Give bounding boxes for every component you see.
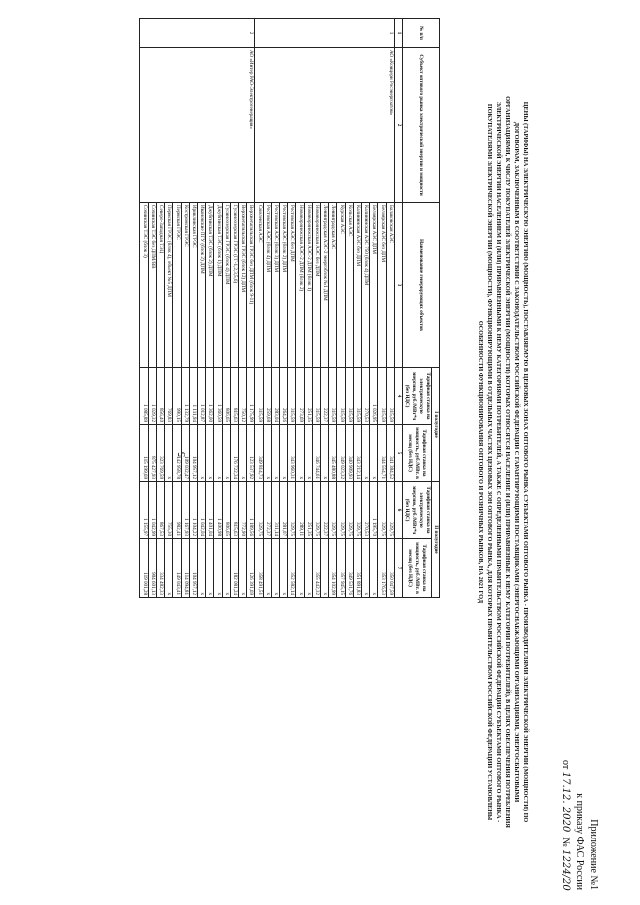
- object-name-cell: Белоярская АЭС ДПМ: [370, 203, 378, 368]
- header-rate-energy-1: Тарифная ставка на электрическую энергию, руб./МВт*ч (без НДС): [403, 368, 432, 425]
- rate-cell: х: [370, 425, 378, 482]
- object-name-cell: Нововоронежская АЭС-2 ДПМ (блок 2): [296, 203, 304, 368]
- rate-cell: 1 362,00: [206, 368, 214, 425]
- rate-cell: 222,37: [320, 482, 328, 539]
- rate-cell: 351 891,83: [353, 539, 361, 598]
- rate-cell: 104 957,12: [189, 425, 197, 482]
- rate-cell: 352 582,14: [288, 539, 296, 598]
- object-name-cell: Курская АЭС: [337, 203, 345, 368]
- rate-cell: 311,14: [271, 482, 279, 539]
- rate-cell: 259,68: [263, 368, 271, 425]
- rate-cell: 329,75: [386, 482, 394, 539]
- document-title: ЦЕНЫ (ТАРИФЫ) НА ЭЛЕКТРИЧЕСКУЮ ЭНЕРГИЮ (МОЩНОСТЬ), ПОСТАВЛЯЕМУЮ В ЦЕНОВЫХ ЗОНАХ ОПТОВОГО РЫНКА СУБЪЕКТАМИ ОПТОВОГО РЫНКА - ПРОИЗВОДИТЕЛЯМИ ЭЛЕКТРИЧЕСКОЙ ЭНЕРГИИ (МОЩНОСТИ) ПО ДОГОВОРАМ, ЗАКЛЮЧЕННЫМ В СООТВЕТСТВИИ С ЗАКОНОДАТЕЛЬСТВОМ РОССИЙСКОЙ ФЕДЕРАЦИИ С ГАРАНТИРУЮЩИМИ ПОСТАВЩИКАМИ (ЭНЕРГОСНАБЖАЮЩИМИ ОРГАНИЗАЦИЯМИ, ЭНЕРГОСБЫТОВЫМИ ОРГАНИЗАЦИЯМИ, К ЧИСЛУ ПОКУПАТЕЛЕЙ ЭЛЕКТРИЧЕСКОЙ ЭНЕРГИИ (МОЩНОСТИ) КОТОРЫХ ОТНОСЯТСЯ НАСЕЛЕНИЕ И (ИЛИ) ПРИРАВНЕННЫЕ К НЕМУ КАТЕГОРИИ ПОТРЕБИТЕЛЕЙ), В ЦЕЛЯХ ОБЕСПЕЧЕНИЯ ПОТРЕБЛЕНИЯ ЭЛЕКТРИЧЕСКОЙ ЭНЕРГИИ НАСЕЛЕНИЕМ И (ИЛИ) ПРИРАВНЕННЫМИ К НЕМУ КАТЕГОРИЯМИ ПОТРЕБИТЕЛЕЙ, А ТАКЖЕ С ОПРЕДЕЛЕННЫМИ ПРАВИТЕЛЬСТВОМ РОССИЙСКОЙ ФЕДЕРАЦИИ СУБЪЕКТАМИ ОПТОВОГО РЫНКА - ПОКУПАТЕЛЯМИ ЭЛЕКТРИЧЕСКОЙ ЭНЕРГИИ (МОЩНОСТИ), ФУНКЦИОНИРУЮЩИМИ В ОТДЕЛЬНЫХ ЧАСТЯХ ЦЕНОВЫХ ЗОН ОПТОВОГО РЫНКА, ДЛЯ КОТОРЫХ ПРАВИТЕЛЬСТВОМ РОССИЙСКОЙ ФЕДЕРАЦИИ УСТАНОВЛЕНЫ ОСОБЕННОСТИ ФУНКЦИОНИРОВАНИЯ ОПТОВОГО И РОЗНИЧНЫХ РЫНКОВ, НА 2021 ГОД: [477, 96, 529, 828]
- rate-cell: 353 176,53: [378, 539, 386, 598]
- rate-cell: 344 554,71: [378, 425, 386, 482]
- rate-cell: 329,75: [288, 482, 296, 539]
- rate-cell: х: [165, 425, 173, 482]
- object-name-cell: Калининская АЭС 750 (блок 4) ДПМ: [361, 203, 369, 368]
- rate-cell: 329,75: [312, 482, 320, 539]
- object-name-cell: Сочинская ТЭС без ДПМ/ВВ: [148, 203, 156, 368]
- header-object: Наименование генерирующих объектов: [403, 203, 440, 368]
- rate-cell: х: [279, 539, 287, 598]
- object-name-cell: Верхнетагильская ГРЭС без ДПМ (блок 9-11): [247, 203, 255, 368]
- table-body: [140, 19, 394, 598]
- rate-cell: 315,59: [288, 368, 296, 425]
- rate-cell: 815,63: [230, 482, 238, 539]
- rate-cell: 281,07: [279, 482, 287, 539]
- rate-cell: 1 026,95: [370, 368, 378, 425]
- object-name-cell: Гусиноозерская ГРЭС (блок 4) ДПМ: [222, 203, 230, 368]
- object-name-cell: Ивановские ПГУ (блок 2) ДПМ: [197, 203, 205, 368]
- rate-cell: 1 085,89: [140, 368, 148, 425]
- object-name-cell: Нововоронежская АЭС-2 ДПМ (блок 1): [304, 203, 312, 368]
- rate-cell: 315,59: [255, 368, 263, 425]
- rate-cell: 283,04: [271, 368, 279, 425]
- object-name-cell: Северо-Западная ТЭЦ: [156, 203, 164, 368]
- rate-cell: х: [263, 539, 271, 598]
- rate-cell: 750,12: [238, 368, 246, 425]
- rate-cell: 251,35: [304, 368, 312, 425]
- rate-cell: х: [222, 539, 230, 598]
- rate-cell: 1 167,93: [181, 482, 189, 539]
- object-name-cell: Нововоронежская АЭС без ДПМ: [312, 203, 320, 368]
- rate-cell: х: [206, 539, 214, 598]
- group-subject: АО «Концерн Росэнергоатом»: [255, 48, 394, 203]
- rate-cell: 1 029,32: [148, 368, 156, 425]
- header-half2: II полугодие: [432, 482, 440, 598]
- rate-cell: 119 001,28: [140, 539, 148, 598]
- rate-cell: 1 111,94: [189, 368, 197, 425]
- rate-cell: 1 042,04: [197, 482, 205, 539]
- rate-cell: х: [238, 425, 246, 482]
- rate-cell: 315,59: [386, 368, 394, 425]
- header-rate-power-1: Тарифная ставка на мощность, руб./МВт. в месяц (без НДС): [403, 425, 432, 482]
- object-name-cell: Ростовская АЭС (блок 4) ДПМ: [263, 203, 271, 368]
- appendix-title: Приложение №1: [588, 819, 599, 890]
- handwritten-date: 17.12. 2020: [560, 771, 571, 833]
- object-name-cell: Кольская АЭС: [345, 203, 353, 368]
- rate-cell: 270,53: [361, 482, 369, 539]
- rate-cell: 349 531,76: [345, 539, 353, 598]
- rate-cell: 1 175,99: [247, 368, 255, 425]
- rate-cell: 343 960,31: [288, 425, 296, 482]
- object-name-cell: Джубгинская ТЭС (блок 2) ДПМ: [206, 203, 214, 368]
- object-name-cell: Ириклинская ГРЭС: [189, 203, 197, 368]
- rate-cell: 340 909,93: [345, 425, 353, 482]
- rate-cell: 357 945,15: [337, 539, 345, 598]
- rate-cell: 1 042,99: [148, 482, 156, 539]
- rate-cell: 114 094,81: [181, 539, 189, 598]
- rate-cell: 334 482,33: [156, 539, 164, 598]
- handwritten-number: 1224/20: [560, 849, 571, 891]
- rate-cell: 1 401,04: [206, 482, 214, 539]
- object-name-cell: Калининская АЭС без ДПМ: [353, 203, 361, 368]
- rate-cell: х: [222, 425, 230, 482]
- object-name-cell: Пермская ГРЭС: [173, 203, 181, 368]
- rate-cell: х: [296, 425, 304, 482]
- object-name-cell: Ленинградская АЭС: [329, 203, 337, 368]
- appendix-order: к приказу ФАС России: [574, 793, 585, 890]
- rate-cell: 815,63: [230, 368, 238, 425]
- rate-cell: х: [304, 425, 312, 482]
- rate-cell: 315,59: [337, 368, 345, 425]
- rate-cell: 1 189,56: [247, 482, 255, 539]
- rate-cell: 350 047,59: [386, 539, 394, 598]
- rate-cell: 329,75: [329, 482, 337, 539]
- rate-cell: 126 391,69: [247, 539, 255, 598]
- header-rate-power-2: Тарифная ставка на мощность, руб./МВт. в месяц (без НДС): [403, 539, 432, 598]
- rate-cell: 346 744,61: [312, 425, 320, 482]
- rate-cell: х: [263, 425, 271, 482]
- appendix-date-number: от 17.12. 2020 № 1224/20: [560, 760, 571, 891]
- rate-cell: 806,65: [222, 368, 230, 425]
- rate-cell: х: [206, 425, 214, 482]
- rate-cell: 109 032,47: [181, 425, 189, 482]
- rate-cell: 1 012,87: [197, 368, 205, 425]
- header-half1: I полугодие: [432, 368, 440, 482]
- rate-cell: 1 360,59: [214, 368, 222, 425]
- group-subject: АО «Интер РАО-Электрогенерация»: [140, 48, 255, 203]
- rate-cell: 123 537,92: [247, 425, 255, 482]
- rate-cell: 289,11: [296, 482, 304, 539]
- rate-cell: 355 442,32: [312, 539, 320, 598]
- header-subject: Субъект оптового рынка электрической энергии и мощности: [403, 48, 440, 203]
- rate-cell: х: [271, 539, 279, 598]
- rate-cell: 329,75: [353, 482, 361, 539]
- object-name-cell: Балаковская АЭС: [386, 203, 394, 368]
- rate-cell: 329,75: [345, 482, 353, 539]
- object-name-cell: Сочинская ТЭС (блок 3): [140, 203, 148, 368]
- rate-cell: 1 104,22: [189, 482, 197, 539]
- group-number: 1: [255, 19, 394, 48]
- object-name-cell: Гусиноозерская ГРЭС (ГГ-1,2,3,5,6): [230, 203, 238, 368]
- rate-cell: 755,30: [165, 482, 173, 539]
- rate-cell: 343 212,14: [353, 425, 361, 482]
- rate-cell: х: [370, 539, 378, 598]
- rate-cell: х: [197, 539, 205, 598]
- rate-cell: 315,59: [378, 368, 386, 425]
- rate-cell: 772,90: [238, 482, 246, 539]
- rate-cell: 1 132,79: [181, 368, 189, 425]
- rate-cell: 315,59: [353, 368, 361, 425]
- rate-cell: 323 769,59: [156, 425, 164, 482]
- tariff-table: [140, 18, 441, 598]
- rate-cell: 272,37: [263, 482, 271, 539]
- object-name-cell: Верхнетагильская ГРЭС (блок 12) ДПМ: [238, 203, 246, 368]
- rate-cell: 769,83: [165, 368, 173, 425]
- rate-cell: 1 155,97: [140, 482, 148, 539]
- object-name-cell: Джубгинская ТЭС (блок 1) ДПМ: [214, 203, 222, 368]
- rate-cell: 982,41: [173, 482, 181, 539]
- group-number: 2: [140, 19, 255, 48]
- rate-cell: 115 199,69: [140, 425, 148, 482]
- rate-cell: 149 043,41: [173, 539, 181, 598]
- rate-cell: х: [361, 539, 369, 598]
- object-name-cell: Костромская ГРЭС: [181, 203, 189, 368]
- rate-cell: 315,59: [329, 368, 337, 425]
- object-name-cell: Ростовская АЭС без ДПМ: [288, 203, 296, 368]
- rate-cell: х: [296, 539, 304, 598]
- rate-cell: 875 427,93: [148, 425, 156, 482]
- rate-cell: 349 023,32: [337, 425, 345, 482]
- rate-cell: х: [197, 425, 205, 482]
- object-name-cell: Ленинградская АЭС-2 энергоблок №1 ДПМ: [320, 203, 328, 368]
- rate-cell: х: [214, 425, 222, 482]
- rate-cell: 251,35: [304, 482, 312, 539]
- rate-cell: 182 081,24: [230, 539, 238, 598]
- rate-cell: х: [271, 425, 279, 482]
- appendix-block: [558, 760, 600, 890]
- rate-cell: 806,65: [222, 482, 230, 539]
- rate-cell: 273,69: [296, 368, 304, 425]
- rate-cell: х: [238, 539, 246, 598]
- rate-cell: 222,37: [320, 368, 328, 425]
- rate-cell: 264,26: [279, 368, 287, 425]
- rate-cell: 329,75: [378, 482, 386, 539]
- rate-cell: х: [214, 539, 222, 598]
- rate-cell: 315,59: [345, 368, 353, 425]
- table-row: [386, 19, 394, 598]
- page-number: 5: [177, 452, 188, 457]
- rate-cell: 990,15: [173, 368, 181, 425]
- object-name-cell: Белоярская АЭС без ДПМ: [378, 203, 386, 368]
- rate-cell: 358 491,51: [255, 539, 263, 598]
- object-name-cell: Ростовская АЭС (блок 2) ДПМ: [279, 203, 287, 368]
- rate-cell: х: [320, 425, 328, 482]
- rate-cell: 315,59: [312, 368, 320, 425]
- rate-cell: 329,75: [255, 482, 263, 539]
- rate-cell: 341 384,52: [386, 425, 394, 482]
- column-index-row: 1 2 3 4 5 6 7: [394, 19, 402, 598]
- rate-cell: 176 722,34: [230, 425, 238, 482]
- rate-cell: х: [165, 539, 173, 598]
- object-name-cell: Смоленская АЭС: [255, 203, 263, 368]
- rate-cell: 104 957,12: [189, 539, 197, 598]
- rate-cell: 1 195,70: [370, 482, 378, 539]
- object-name-cell: Ростовская АЭС (блок 3) ДПМ: [271, 203, 279, 368]
- rate-cell: 142 958,78: [173, 425, 181, 482]
- rate-cell: 349 814,73: [255, 425, 263, 482]
- header-num: № п/п: [403, 19, 440, 48]
- rate-cell: 867,53: [156, 482, 164, 539]
- header-rate-energy-2: Тарифная ставка на электрическую энергию, руб./МВт*ч (без НДС): [403, 482, 432, 539]
- rate-cell: х: [361, 425, 369, 482]
- rate-cell: 904 601,13: [148, 539, 156, 598]
- rate-cell: 354 102,99: [329, 539, 337, 598]
- rate-cell: 270,53: [361, 368, 369, 425]
- object-name-cell: Пермская ГРЭС (блок 4), объект №5 ДПМ: [165, 203, 173, 368]
- table-row: [247, 19, 255, 598]
- rate-cell: 345 480,88: [329, 425, 337, 482]
- rate-cell: 856,40: [156, 368, 164, 425]
- rate-cell: 329,75: [337, 482, 345, 539]
- rate-cell: х: [279, 425, 287, 482]
- rate-cell: х: [320, 539, 328, 598]
- rate-cell: 1 400,98: [214, 482, 222, 539]
- rate-cell: х: [304, 539, 312, 598]
